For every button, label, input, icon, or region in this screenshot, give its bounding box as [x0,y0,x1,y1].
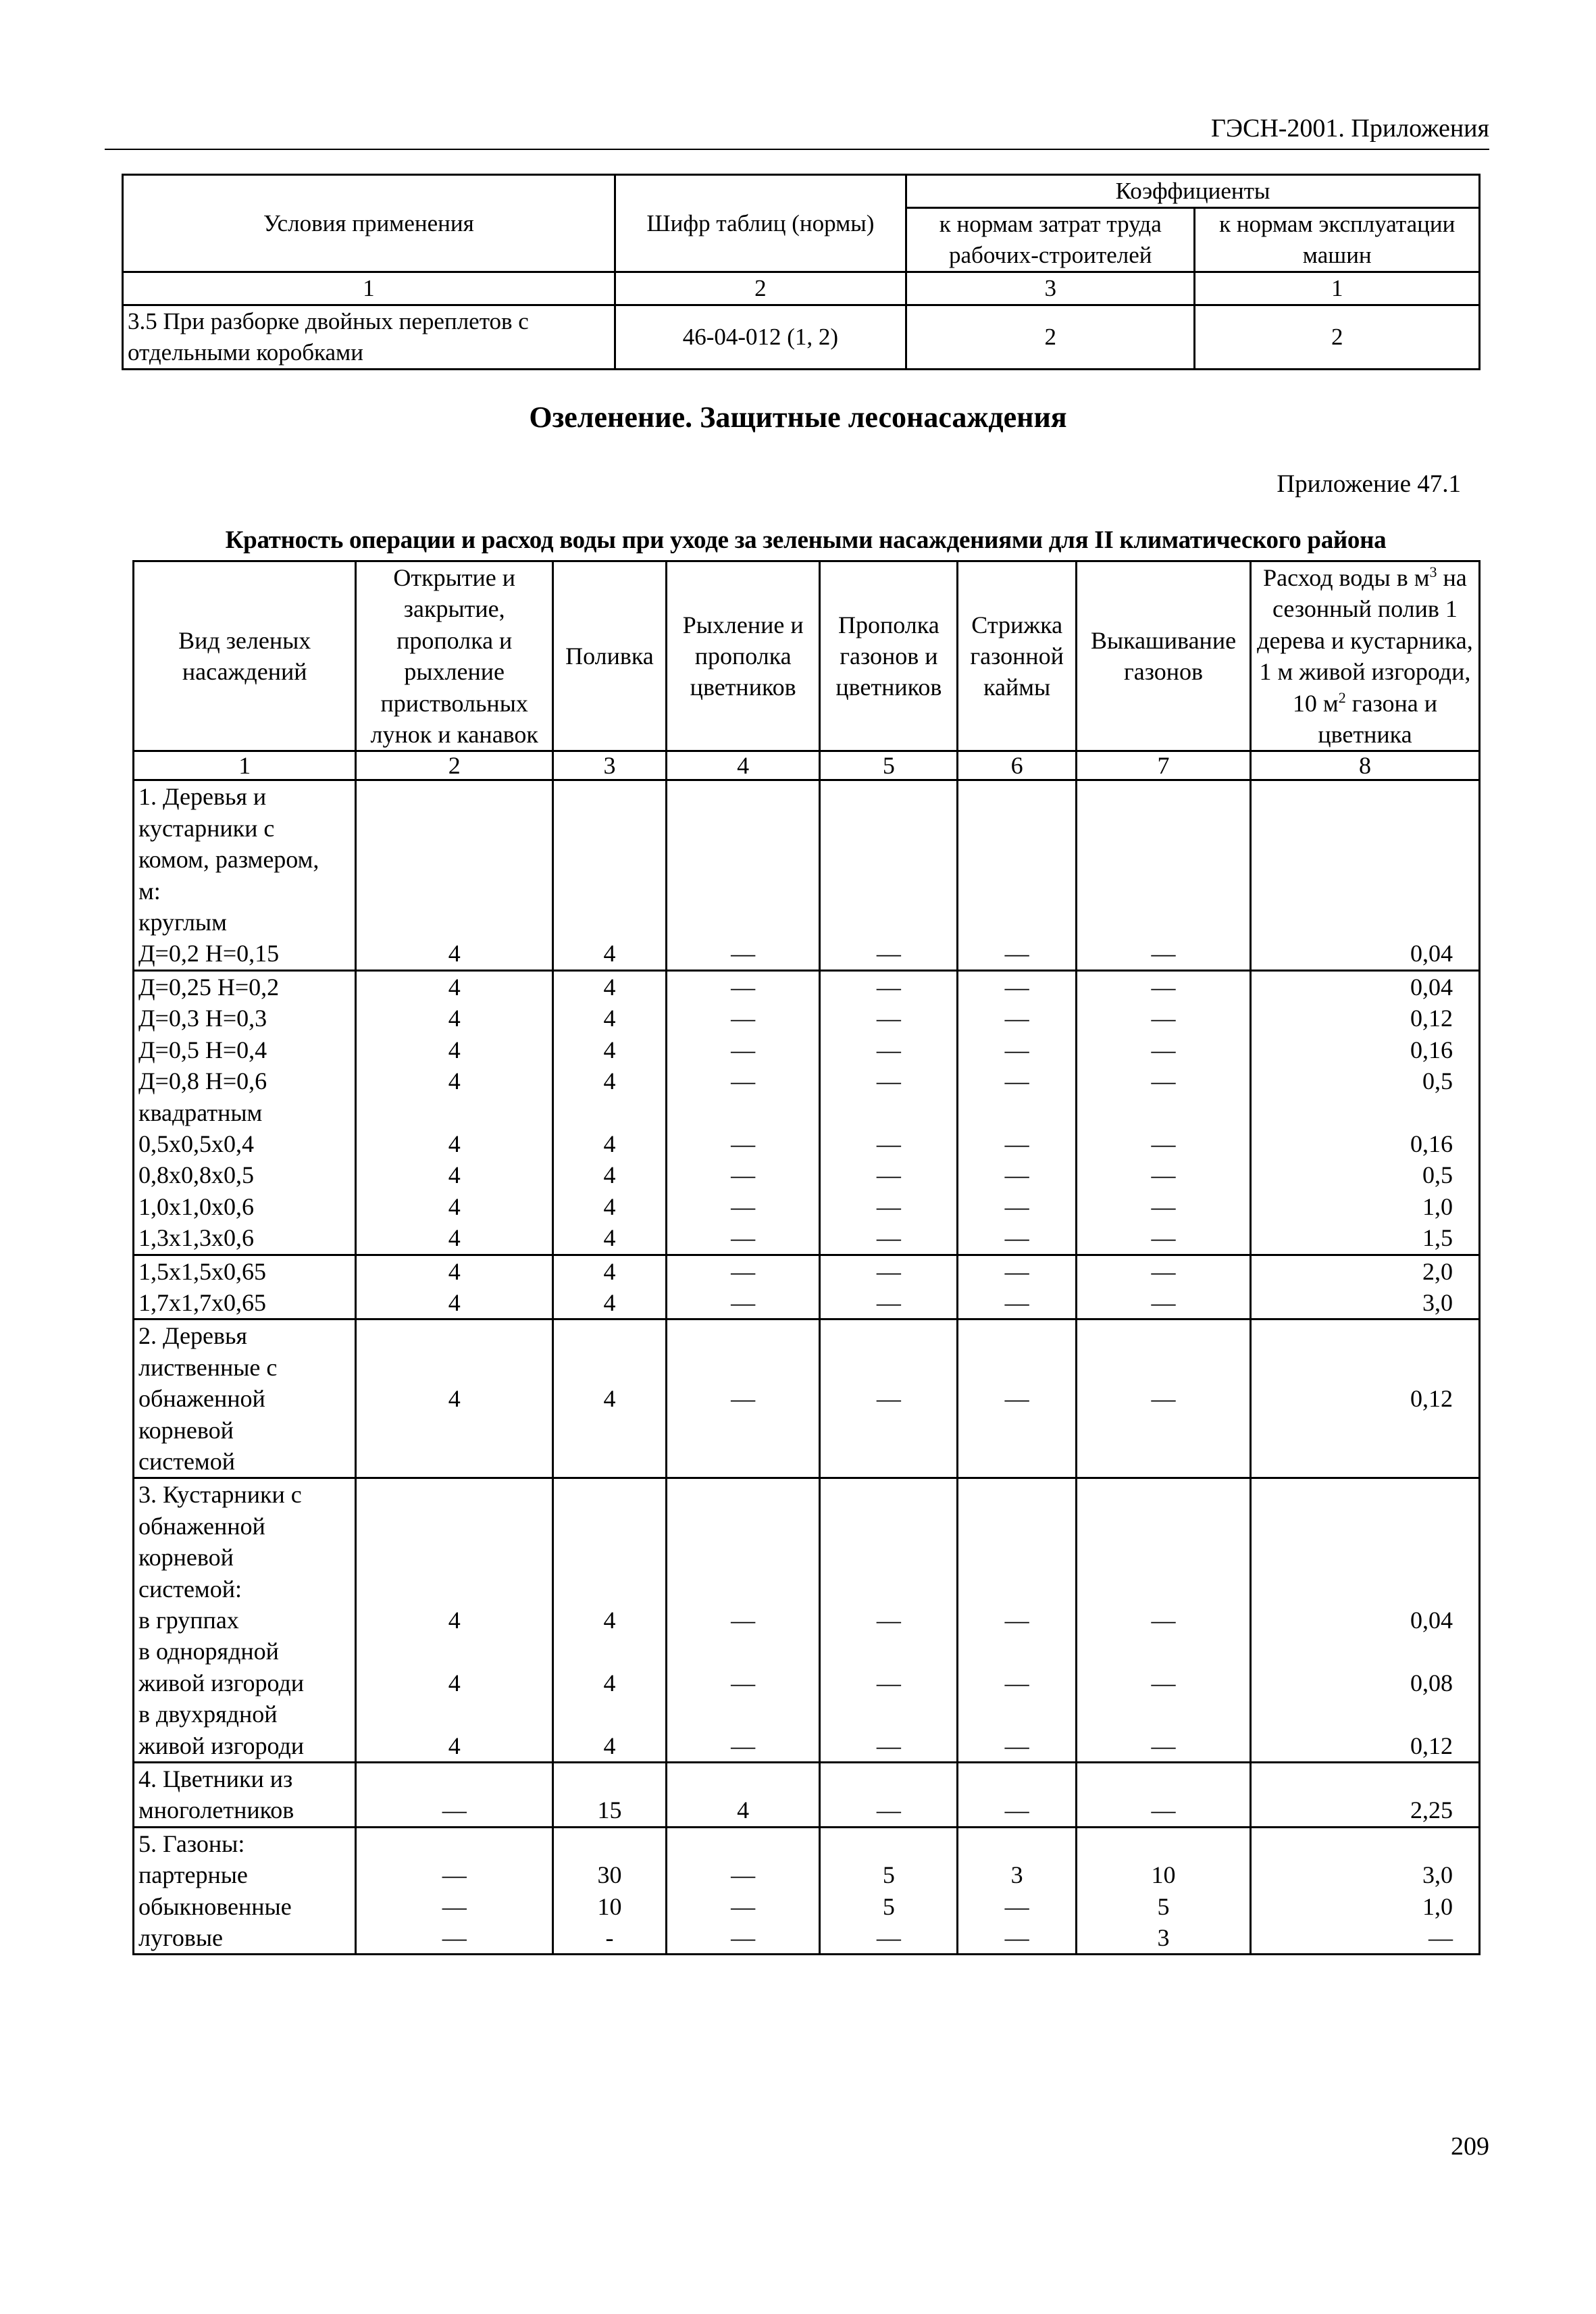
water-value-cell: 1,0 [1250,1191,1479,1222]
frequency-cell: — [666,970,820,1003]
frequency-cell: 4 [356,1255,553,1287]
frequency-cell: — [666,1159,820,1190]
frequency-cell: 5 [820,1891,958,1922]
water-value-cell: 0,08 [1250,1636,1479,1699]
row-condition: 3.5 При разборке двойных переплетов с отдельными коробками [123,305,615,370]
frequency-cell: — [820,1065,958,1097]
frequency-cell: 4 [356,1287,553,1319]
table-row [134,1065,1480,1097]
frequency-cell: — [356,1827,553,1890]
frequency-cell: 4 [356,1191,553,1222]
table-row [134,1763,1480,1828]
frequency-cell: 4 [356,970,553,1003]
table-row [134,1191,1480,1222]
table-row [134,1891,1480,1922]
frequency-cell [666,1097,820,1128]
frequency-cell: — [666,780,820,970]
frequency-cell: — [958,1003,1077,1034]
frequency-cell: - [553,1922,667,1955]
table-row [134,1827,1480,1890]
frequency-cell: — [1077,1319,1251,1478]
header-weeding: Прополка газонов и цветников [820,561,958,751]
frequency-cell: — [1077,970,1251,1003]
plant-type-cell: 0,8x0,8x0,5 [134,1159,356,1190]
frequency-cell [958,1097,1077,1128]
frequency-cell: — [666,1319,820,1478]
water-value-cell: 0,12 [1250,1003,1479,1034]
plant-type-cell: квадратным [134,1097,356,1128]
frequency-cell: — [1077,1065,1251,1097]
frequency-cell: 3 [1077,1922,1251,1955]
plant-type-cell: в двухрядной живой изгороди [134,1699,356,1762]
frequency-cell: 4 [356,1478,553,1636]
frequency-cell: — [958,1222,1077,1255]
plant-type-cell: в однорядной живой изгороди [134,1636,356,1699]
frequency-cell: — [958,1699,1077,1762]
frequency-cell: — [666,1003,820,1034]
header-water-consumption: Расход воды в $м^3$ на сезонный полив 1 дерева и кустарника, 1 м живой изгороди, 10 $м^2$ газона и цветника [1250,561,1479,751]
frequency-cell: 3 [958,1827,1077,1890]
header-loosening: Рыхление и прополка цветников [666,561,820,751]
header-labor: к нормам затрат труда рабочих-строителей [906,208,1195,272]
frequency-cell: — [356,1763,553,1828]
plant-type-cell: Д=0,5 Н=0,4 [134,1034,356,1065]
frequency-cell: 4 [553,1159,667,1190]
frequency-cell: 4 [356,1159,553,1190]
water-value-cell: 2,0 [1250,1255,1479,1287]
plant-type-cell: 1,3x1,3x0,6 [134,1222,356,1255]
frequency-cell: — [1077,1222,1251,1255]
col-number: 6 [958,751,1077,780]
plant-type-cell: Д=0,25 Н=0,2 [134,970,356,1003]
table-row [134,1636,1480,1699]
frequency-cell: 4 [356,1319,553,1478]
plant-type-cell: 4. Цветники из многолетников [134,1763,356,1828]
frequency-cell: 10 [1077,1827,1251,1890]
header-mowing: Выкашивание газонов [1077,561,1251,751]
frequency-cell: — [666,1034,820,1065]
frequency-cell: 4 [356,1003,553,1034]
col-number: 1 [134,751,356,780]
water-value-cell: 1,0 [1250,1891,1479,1922]
table-row [134,1159,1480,1190]
frequency-cell: — [666,1636,820,1699]
table-row [134,1922,1480,1955]
frequency-cell: — [820,1922,958,1955]
col-number: 5 [820,751,958,780]
frequency-cell: — [958,1763,1077,1828]
header-opening: Открытие и закрытие, прополка и рыхление приствольных лунок и канавок [356,561,553,751]
frequency-cell: — [666,1922,820,1955]
frequency-cell [820,1097,958,1128]
care-table [132,560,1481,1955]
frequency-cell: — [958,1319,1077,1478]
frequency-cell: — [820,1191,958,1222]
frequency-cell: — [958,1128,1077,1159]
frequency-cell: — [666,1222,820,1255]
water-value-cell: 0,16 [1250,1034,1479,1065]
header-conditions: Условия применения [123,175,615,272]
col-number: 4 [666,751,820,780]
frequency-cell: — [958,1255,1077,1287]
col-number: 1 [123,272,615,305]
running-title: ГЭСН-2001. Приложения [1210,114,1489,143]
frequency-cell: — [820,1319,958,1478]
water-value-cell: 0,12 [1250,1319,1479,1478]
coefficients-table [122,174,1481,370]
frequency-cell: 15 [553,1763,667,1828]
frequency-cell: — [1077,1003,1251,1034]
plant-type-cell: луговые [134,1922,356,1955]
plant-type-cell: 1,5x1,5x0,65 [134,1255,356,1287]
frequency-cell: 4 [356,1636,553,1699]
frequency-cell: — [820,1003,958,1034]
frequency-cell: 5 [820,1827,958,1890]
water-value-cell: 0,12 [1250,1699,1479,1762]
header-trimming: Стрижка газонной каймы [958,561,1077,751]
frequency-cell: — [356,1922,553,1955]
col-number: 7 [1077,751,1251,780]
plant-type-cell: 1. Деревья и кустарники с комом, размером, м: круглым Д=0,2 Н=0,15 [134,780,356,970]
frequency-cell: — [958,1636,1077,1699]
frequency-cell: — [666,1699,820,1762]
water-value-cell: 0,04 [1250,1478,1479,1636]
frequency-cell: — [1077,1287,1251,1319]
frequency-cell: — [958,1478,1077,1636]
frequency-cell: 4 [553,1034,667,1065]
frequency-cell: — [820,1222,958,1255]
frequency-cell: 4 [553,1699,667,1762]
frequency-cell: 4 [553,780,667,970]
frequency-cell: — [666,1128,820,1159]
water-value-cell: 0,04 [1250,970,1479,1003]
col-number: 8 [1250,751,1479,780]
col-number: 3 [553,751,667,780]
running-header [105,114,1489,150]
frequency-cell: — [666,1287,820,1319]
table-caption: Кратность операции и расход воды при уходе за зелеными насаждениями для II климатического района [225,526,1387,554]
frequency-cell: — [820,780,958,970]
frequency-cell: — [820,1763,958,1828]
frequency-cell: 10 [553,1891,667,1922]
frequency-cell: — [958,1034,1077,1065]
header-machines: к нормам эксплуатации машин [1195,208,1480,272]
col-number: 2 [615,272,906,305]
frequency-cell: — [820,1636,958,1699]
plant-type-cell: 5. Газоны: партерные [134,1827,356,1890]
frequency-cell: — [666,1065,820,1097]
table-row [134,1097,1480,1128]
frequency-cell: — [1077,780,1251,970]
frequency-cell: — [958,970,1077,1003]
frequency-cell: — [820,1128,958,1159]
header-code: Шифр таблиц (нормы) [615,175,906,272]
frequency-cell: 4 [553,1065,667,1097]
water-value-cell: 0,5 [1250,1159,1479,1190]
frequency-cell: 4 [553,1255,667,1287]
table-row [134,1034,1480,1065]
plant-type-cell: 3. Кустарники с обнаженной корневой системой: в группах [134,1478,356,1636]
frequency-cell: — [356,1891,553,1922]
table-row [134,970,1480,1003]
frequency-cell: 4 [356,1034,553,1065]
table-row [134,780,1480,970]
frequency-cell: 4 [553,1003,667,1034]
water-value-cell [1250,1097,1479,1128]
frequency-cell: 4 [553,1287,667,1319]
water-value-cell: 3,0 [1250,1287,1479,1319]
header-coefficients: Коэффициенты [906,175,1480,208]
frequency-cell: 4 [356,1222,553,1255]
frequency-cell [1077,1097,1251,1128]
frequency-cell: — [958,1891,1077,1922]
frequency-cell: — [958,1065,1077,1097]
col-number: 1 [1195,272,1480,305]
frequency-cell: — [1077,1255,1251,1287]
frequency-cell: 4 [356,1699,553,1762]
page-number: 209 [1451,2132,1489,2161]
frequency-cell: — [820,970,958,1003]
plant-type-cell: Д=0,3 Н=0,3 [134,1003,356,1034]
row-machines: 2 [1195,305,1480,370]
plant-type-cell: 2. Деревья лиственные с обнаженной корневой системой [134,1319,356,1478]
frequency-cell: — [1077,1191,1251,1222]
frequency-cell: — [1077,1636,1251,1699]
section-title: Озеленение. Защитные лесонасаждения [529,401,1067,434]
row-code: 46-04-012 (1, 2) [615,305,906,370]
frequency-cell: — [958,780,1077,970]
plant-type-cell: Д=0,8 Н=0,6 [134,1065,356,1097]
table-row [134,1699,1480,1762]
frequency-cell: — [1077,1034,1251,1065]
frequency-cell: — [820,1255,958,1287]
frequency-cell: — [1077,1478,1251,1636]
header-watering: Поливка [553,561,667,751]
frequency-cell: — [1077,1159,1251,1190]
frequency-cell: 4 [553,1636,667,1699]
water-value-cell: 0,04 [1250,780,1479,970]
frequency-cell: — [820,1159,958,1190]
frequency-cell: — [820,1034,958,1065]
frequency-cell: — [958,1159,1077,1190]
water-value-cell: 0,5 [1250,1065,1479,1097]
frequency-cell: 4 [553,1191,667,1222]
water-value-cell: 3,0 [1250,1827,1479,1890]
frequency-cell: 4 [356,780,553,970]
frequency-cell [356,1097,553,1128]
plant-type-cell: обыкновенные [134,1891,356,1922]
frequency-cell [553,1097,667,1128]
frequency-cell: — [666,1255,820,1287]
frequency-cell: 30 [553,1827,667,1890]
appendix-label: Приложение 47.1 [1277,470,1461,498]
frequency-cell: — [958,1191,1077,1222]
water-value-cell: 1,5 [1250,1222,1479,1255]
header-plant-type: Вид зеленых насаждений [134,561,356,751]
row-labor: 2 [906,305,1195,370]
frequency-cell: — [666,1478,820,1636]
table-row [134,1319,1480,1478]
table-row [134,1128,1480,1159]
table-row [134,1287,1480,1319]
plant-type-cell: 1,7x1,7x0,65 [134,1287,356,1319]
frequency-cell: — [1077,1699,1251,1762]
water-value-cell: 2,25 [1250,1763,1479,1828]
water-value-cell: 0,16 [1250,1128,1479,1159]
frequency-cell: — [666,1191,820,1222]
plant-type-cell: 1,0x1,0x0,6 [134,1191,356,1222]
table-row [134,1255,1480,1287]
frequency-cell: — [958,1287,1077,1319]
col-number: 3 [906,272,1195,305]
frequency-cell: 4 [356,1128,553,1159]
frequency-cell: — [1077,1763,1251,1828]
frequency-cell: — [820,1699,958,1762]
frequency-cell: — [1077,1128,1251,1159]
frequency-cell: — [958,1922,1077,1955]
table-row [134,1478,1480,1636]
frequency-cell: 4 [553,1128,667,1159]
frequency-cell: 4 [553,970,667,1003]
frequency-cell: — [666,1827,820,1890]
frequency-cell: 5 [1077,1891,1251,1922]
frequency-cell: 4 [553,1478,667,1636]
water-value-cell: — [1250,1922,1479,1955]
frequency-cell: — [820,1287,958,1319]
table-row [134,1003,1480,1034]
frequency-cell: 4 [553,1222,667,1255]
frequency-cell: — [820,1478,958,1636]
frequency-cell: 4 [666,1763,820,1828]
plant-type-cell: 0,5x0,5x0,4 [134,1128,356,1159]
col-number: 2 [356,751,553,780]
frequency-cell: 4 [553,1319,667,1478]
frequency-cell: — [666,1891,820,1922]
table-row [134,1222,1480,1255]
frequency-cell: 4 [356,1065,553,1097]
